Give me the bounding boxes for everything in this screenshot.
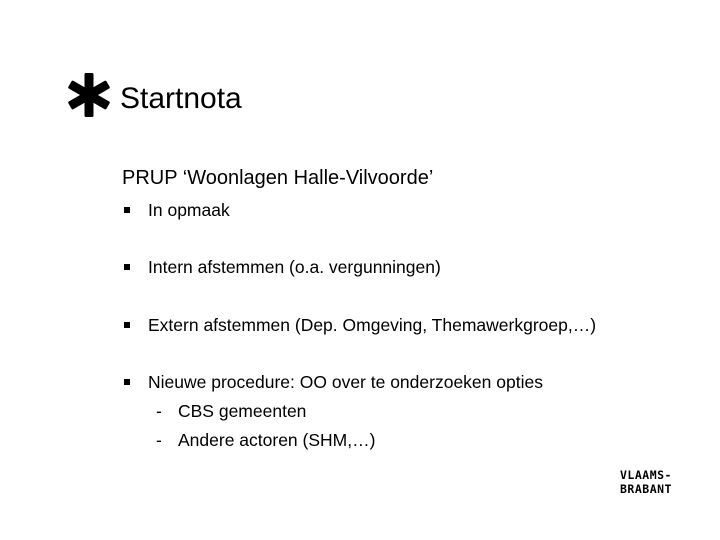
square-bullet-icon (124, 379, 130, 385)
bullet-text: Nieuwe procedure: OO over te onderzoeken opties (148, 372, 543, 392)
asterisk-icon (66, 72, 112, 118)
logo-line-2: BRABANT (620, 482, 672, 496)
bullet-text: Intern afstemmen (o.a. vergunningen) (148, 257, 441, 277)
slide-title: Startnota (120, 82, 242, 115)
vlaams-brabant-logo (620, 468, 680, 496)
bullet-text: In opmaak (148, 200, 230, 220)
square-bullet-icon (124, 322, 130, 328)
square-bullet-icon (124, 264, 130, 270)
logo-line-1: VLAAMS- (620, 468, 672, 482)
bullet-text: Extern afstemmen (Dep. Omgeving, Themawerkgroep,…) (148, 315, 597, 335)
dash-marker: - (156, 430, 162, 450)
sub-bullet-text: CBS gemeenten (178, 401, 307, 421)
dash-marker: - (156, 401, 162, 421)
square-bullet-icon (124, 207, 130, 213)
slide-subtitle: PRUP ‘Woonlagen Halle-Vilvoorde’ (122, 167, 434, 189)
sub-bullet-text: Andere actoren (SHM,…) (178, 430, 376, 450)
